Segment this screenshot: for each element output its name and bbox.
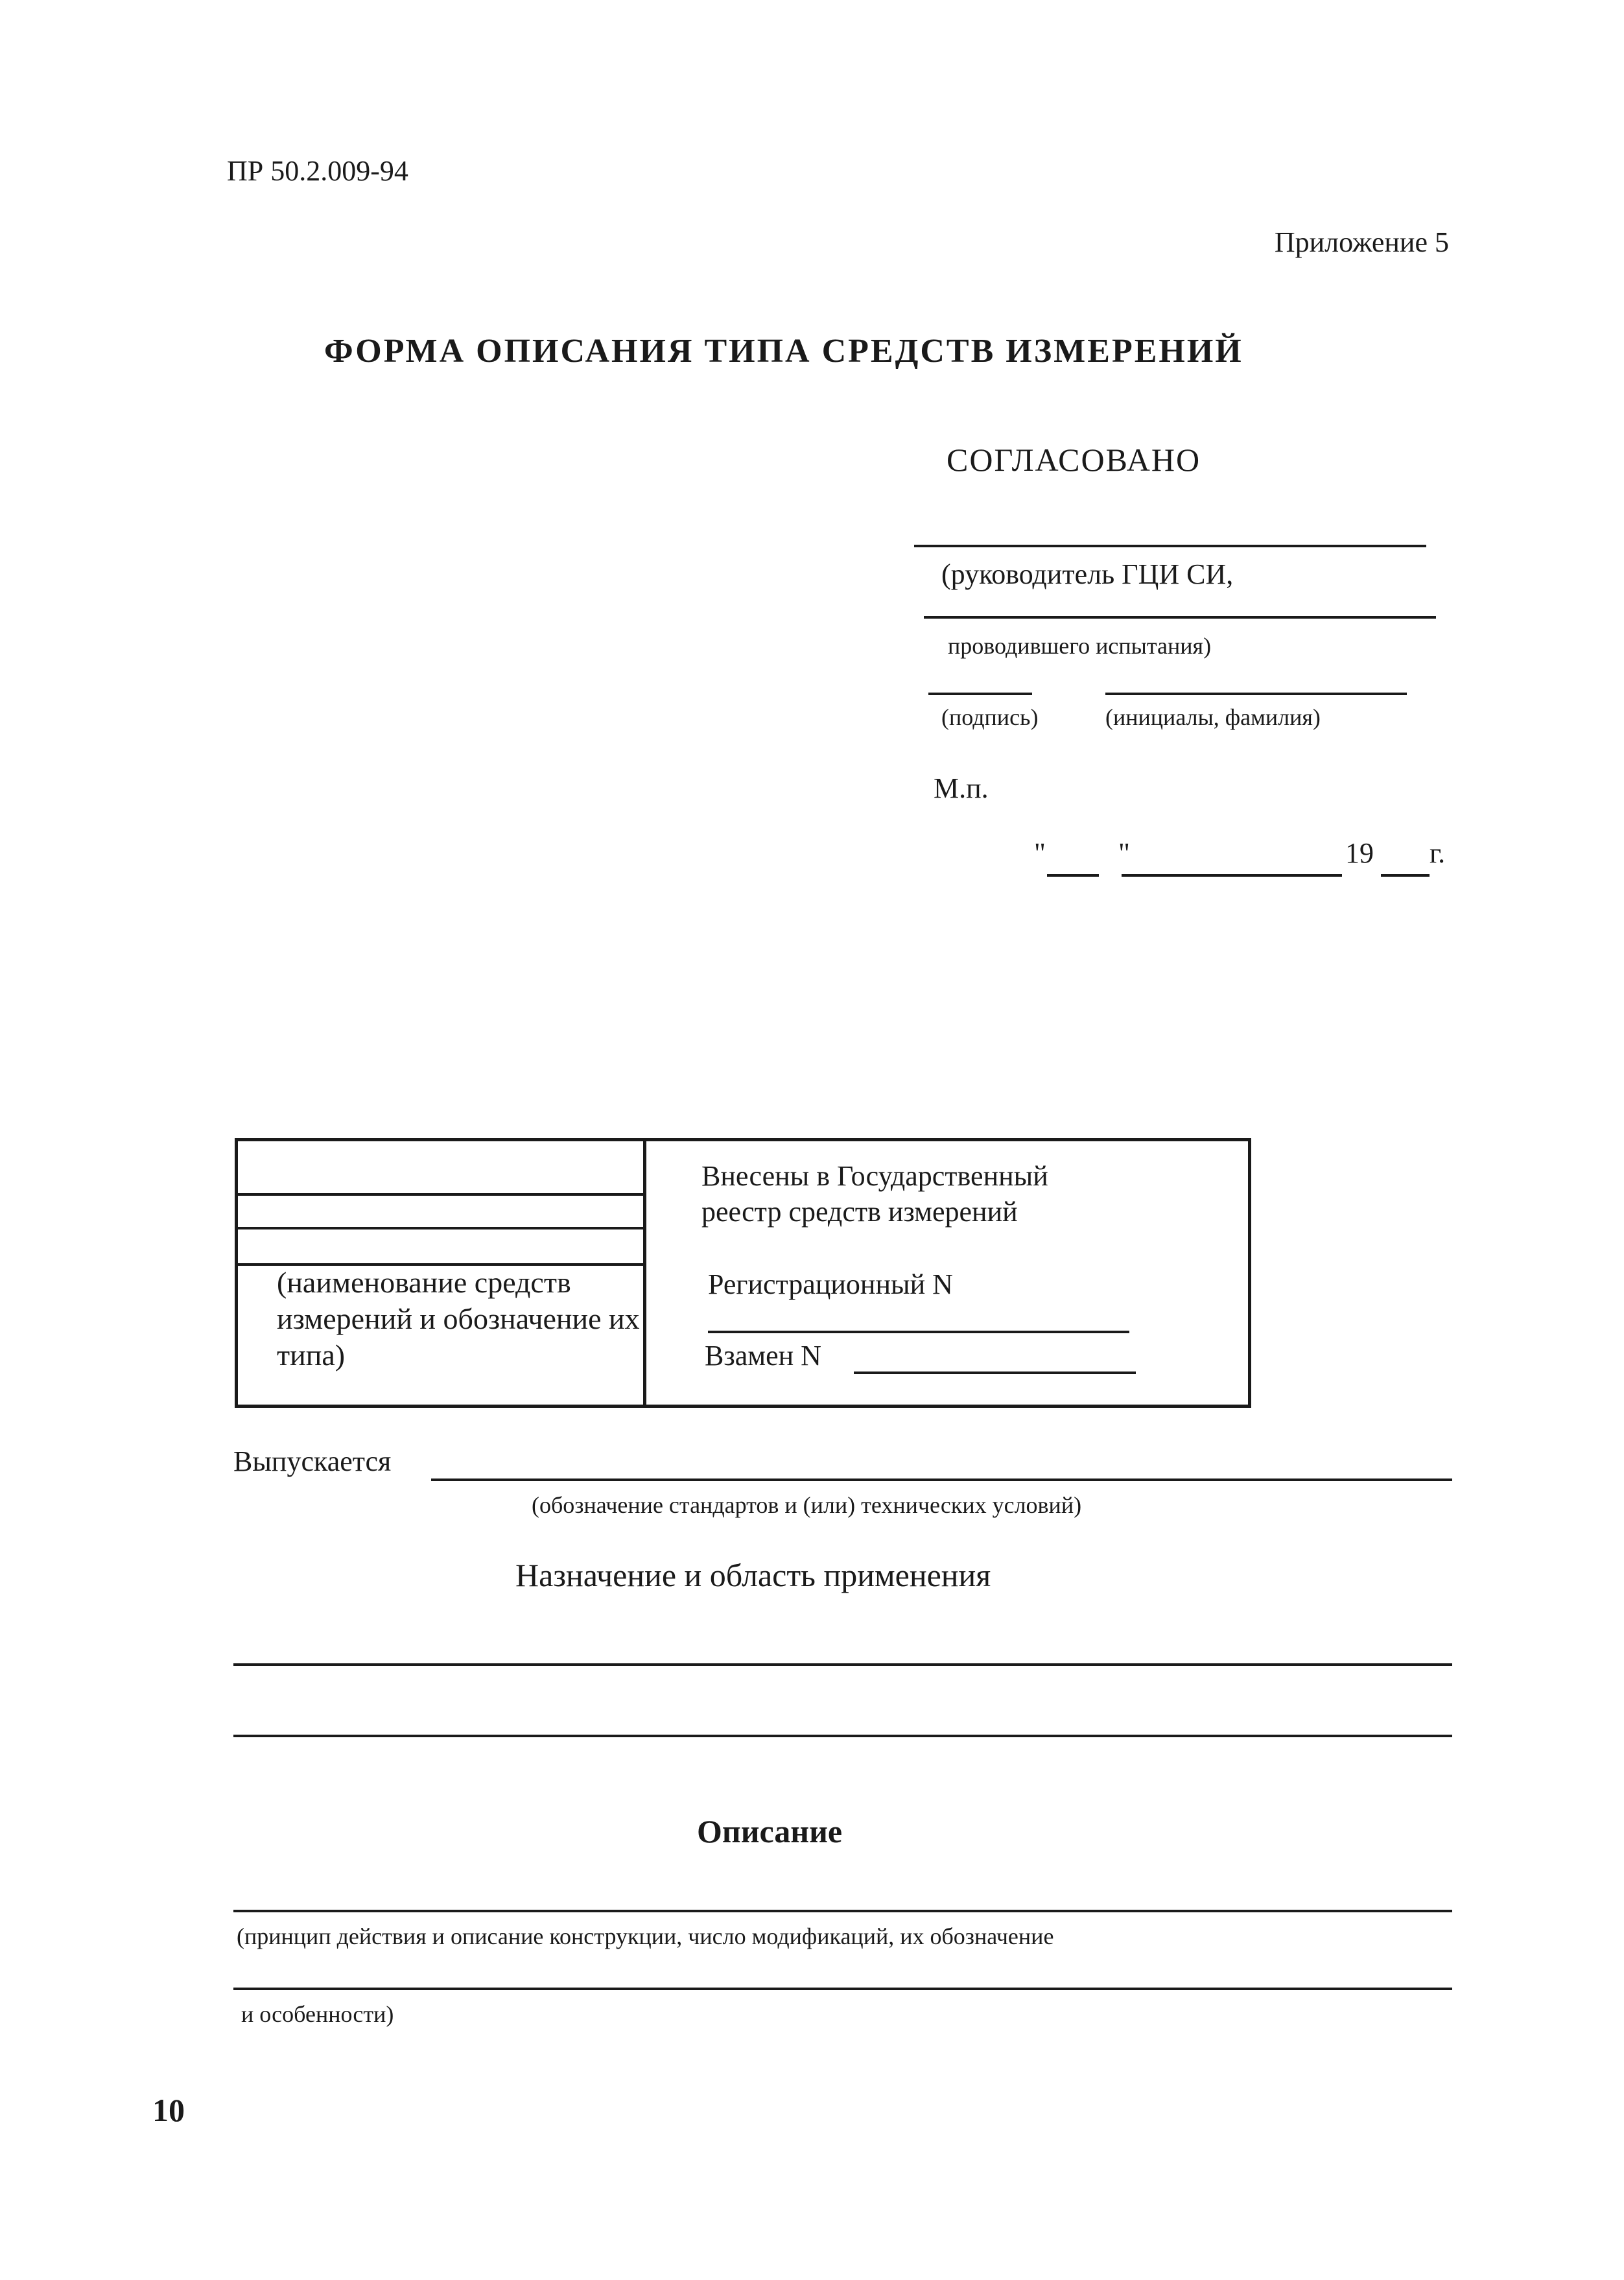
purpose-line-2	[233, 1735, 1452, 1737]
issued-caption: (обозначение стандартов и (или) технических условий)	[532, 1492, 1082, 1518]
issued-line	[431, 1478, 1452, 1481]
instrument-name-cell	[238, 1141, 646, 1405]
description-caption-2: и особенности)	[241, 2001, 394, 2027]
page-number: 10	[152, 2092, 185, 2128]
appendix-label: Приложение 5	[1274, 226, 1449, 258]
issued-label: Выпускается	[233, 1445, 392, 1477]
registry-table	[235, 1138, 1251, 1408]
approval-heading: СОГЛАСОВАНО	[947, 442, 1201, 478]
signature-caption: (подпись)	[941, 704, 1039, 730]
head-caption-2: проводившего испытания)	[948, 633, 1212, 659]
year-suffix: г.	[1430, 837, 1446, 869]
date-day-line	[1047, 874, 1099, 877]
description-line-2	[233, 1988, 1452, 1990]
signature-line	[928, 693, 1032, 695]
purpose-line-1	[233, 1663, 1452, 1666]
date-quote-open: "	[1034, 837, 1046, 869]
replaces-line	[854, 1372, 1136, 1374]
reg-number-line	[708, 1331, 1129, 1333]
name-line-1	[238, 1193, 643, 1196]
instrument-name-caption: (наименование средств измерений и обозначение их типа)	[277, 1266, 640, 1372]
registry-cell	[646, 1141, 1248, 1405]
document-code: ПР 50.2.009-94	[227, 155, 408, 187]
date-quote-close: "	[1118, 837, 1130, 869]
description-caption-1: (принцип действия и описание конструкции, число модификаций, их обозначение	[237, 1923, 1054, 1949]
head-signature-line-2	[924, 616, 1436, 619]
head-signature-line	[914, 545, 1426, 547]
purpose-heading: Назначение и область применения	[515, 1557, 991, 1593]
head-caption-1: (руководитель ГЦИ СИ,	[941, 558, 1234, 590]
description-heading: Описание	[697, 1813, 843, 1849]
form-title: ФОРМА ОПИСАНИЯ ТИПА СРЕДСТВ ИЗМЕРЕНИЙ	[324, 333, 1243, 370]
registry-entered-line-1: Внесены в Государственный	[701, 1160, 1048, 1192]
replaces-label: Взамен N	[705, 1340, 821, 1372]
name-line	[1105, 693, 1407, 695]
date-month-line	[1122, 874, 1342, 877]
name-caption: (инициалы, фамилия)	[1105, 704, 1321, 730]
stamp-label: М.п.	[934, 772, 989, 804]
registry-entered-line-2: реестр средств измерений	[701, 1196, 1018, 1228]
date-year-line	[1381, 874, 1430, 877]
reg-number-label: Регистрационный N	[708, 1268, 953, 1300]
name-line-2	[238, 1227, 643, 1229]
description-line-1	[233, 1910, 1452, 1912]
year-prefix: 19	[1345, 837, 1374, 869]
